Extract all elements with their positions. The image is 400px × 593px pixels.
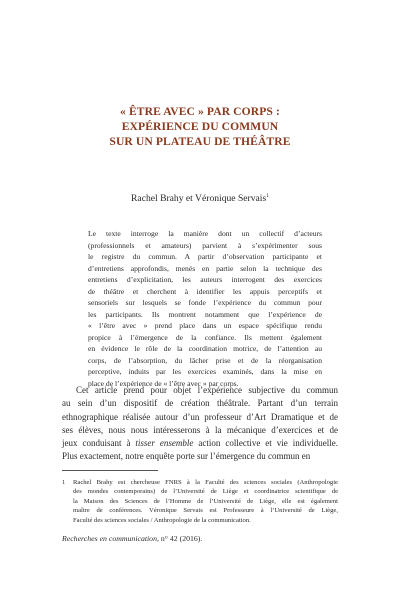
footnote-separator — [62, 470, 158, 471]
title-line-2: EXPÉRIENCE DU COMMUN — [121, 120, 279, 133]
abstract-line: (professionnels et amateurs) parvient à s’expérimenter sous — [88, 240, 322, 250]
footnote-line: maître de conférences. Véronique Servais est Professeure à l’Université de Liège, — [73, 507, 338, 515]
title-line-1: « ÊTRE AVEC » PAR CORPS : — [120, 105, 280, 118]
body-line: Plus exactement, notre enquête porte sur l’émergence du commun en — [62, 451, 311, 462]
abstract-line: sensoriels sur lesquels se fonde l’expérience du commun pour — [88, 298, 322, 307]
body-text-segment: jeux conduisant à — [62, 438, 136, 449]
author-footnote-marker: 1 — [266, 192, 269, 199]
abstract-line: place de l’expérience de « l’être avec » par corps. — [88, 378, 239, 388]
journal-citation — [62, 534, 202, 544]
abstract — [88, 228, 322, 389]
body-text-segment: action collective et vie individuelle. — [193, 438, 338, 449]
abstract-line: d’entretiens approfondis, menés en partie selon la technique des — [88, 263, 322, 273]
footnote-text: Rachel Brahy est chercheuse FNRS à la Faculté des sciences sociales (Anthropologie — [73, 479, 338, 486]
body-line: ethnographique réalisée autour d’un professeur d’Art Dramatique et de — [62, 411, 338, 422]
footnote-line — [62, 478, 338, 487]
authors-names: Rachel Brahy et Véronique Servais — [131, 193, 267, 204]
body-line-with-italic — [62, 437, 338, 450]
abstract-line: Le texte interroge la manière dont un collectif d’acteurs — [88, 229, 322, 238]
abstract-line: « l’être avec » prend place dans un espace spécifique rendu — [88, 321, 322, 330]
footnote-line: des mondes contemporains) de l’Université de Liège et coordinatrice scientifique de — [73, 488, 338, 496]
abstract-line: corps, de l’absorption, du lâcher prise et de la réorganisation — [88, 355, 322, 365]
journal-name: Recherches en communication — [62, 534, 157, 543]
abstract-line: propice à l’émergence de la confiance. Ils mettent également — [88, 332, 322, 342]
footnote — [62, 478, 338, 525]
issue-info: , n° 42 (2016). — [156, 534, 203, 543]
body-paragraph — [62, 384, 338, 464]
article-title — [60, 104, 340, 149]
abstract-line: entretiens d’explicitation, les auteurs interrogent des exercices — [88, 275, 322, 284]
abstract-line: les participants. Ils montrent notamment que l’expérience de — [88, 309, 322, 319]
abstract-line: en évidence le rôle de la coordination motrice, de l’attention au — [88, 344, 322, 353]
abstract-line: le registre du commun. A partir d’observation participante et — [88, 252, 322, 261]
body-line: Cet article prend pour objet l’expérience subjective du commun — [76, 385, 338, 395]
abstract-line: de théâtre et cherchent à identifier les appuis perceptifs et — [88, 286, 322, 296]
footnote-line: la Maison des Sciences de l’Homme de l’Université de Liège, elle est également — [73, 497, 338, 505]
abstract-line: perceptive, induits par les exercices examinés, dans la mise en — [88, 367, 322, 376]
footnote-number: 1 — [62, 479, 66, 486]
authors-line — [60, 193, 340, 205]
body-line: ses élèves, nous nous intéresserons à la mécanique d’exercices et de — [62, 424, 338, 435]
italic-phrase: tisser ensemble — [135, 438, 194, 449]
footnote-line: Faculté des sciences sociales / Anthropologie de la communication. — [73, 516, 251, 524]
title-line-3: SUR UN PLATEAU DE THÉÂTRE — [109, 135, 291, 148]
body-line: au sein d’un dispositif de création théâtrale. Partant d’un terrain — [62, 398, 338, 409]
